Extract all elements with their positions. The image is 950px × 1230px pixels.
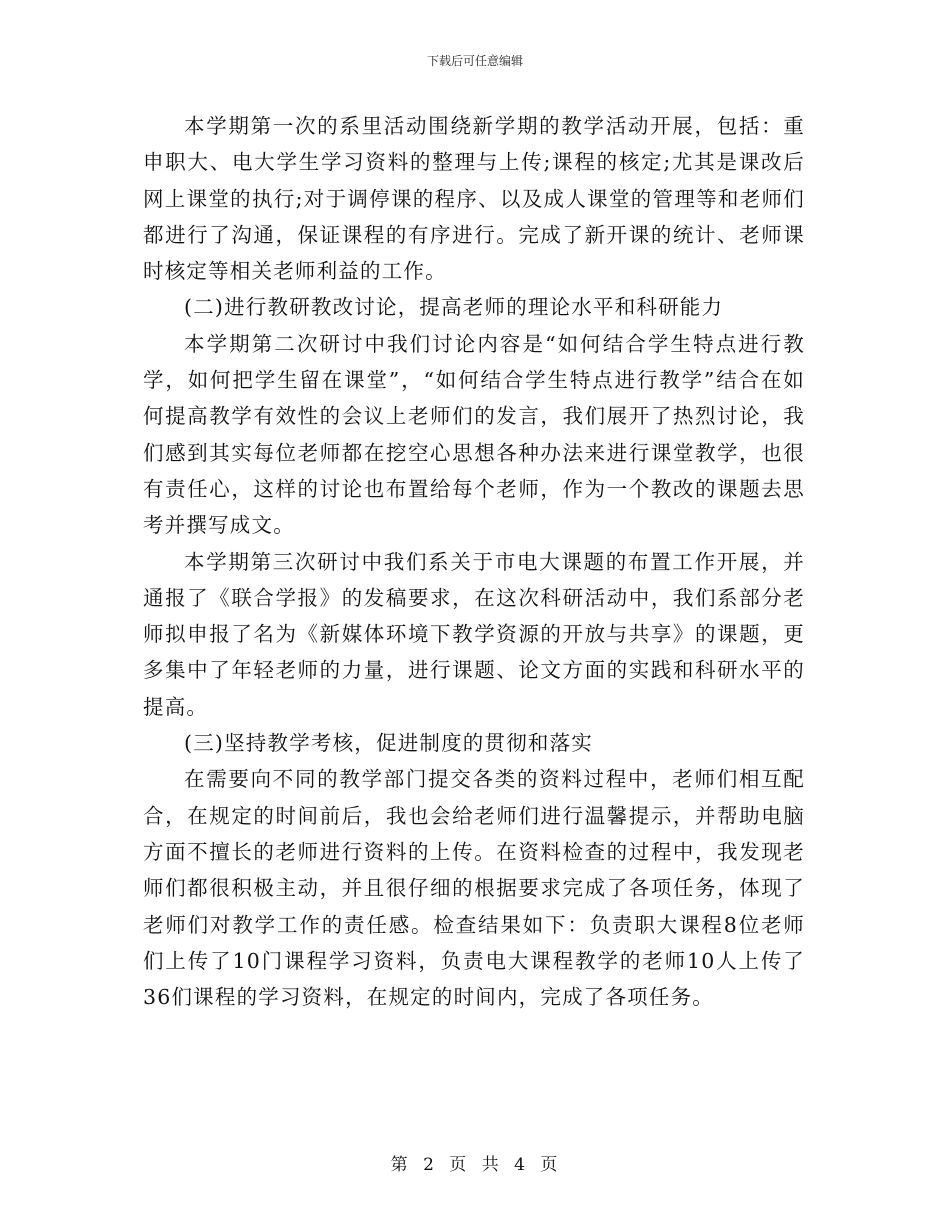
- page-header: 下载后可任意编辑: [426, 54, 523, 68]
- paragraph-materials-submission: 在需要向不同的教学部门提交各类的资料过程中，老师们相互配合，在规定的时间前后，我也会给老师们进行温馨提示，并帮助电脑方面不擅长的老师进行资料的上传。在资料检查的过程中，我发现老师们都很积极主动，并且很仔细的根据要求完成了各项任务，体现了老师们对教学工作的责任感。检查结果如下：负责职大课程8位老师们上传了10门课程学习资料，负责电大课程教学的老师10人上传了36们课程的学习资料，在规定的时间内，完成了各项任务。: [143, 767, 805, 1010]
- paragraph-semester-first-activity: 本学期第一次的系里活动围绕新学期的教学活动开展，包括：重申职大、电大学生学习资料的整理与上传;课程的核定;尤其是课改后网上课堂的执行;对于调停课的程序、以及成人课堂的管理等和老师们都进行了沟通，保证课程的有序进行。完成了新开课的统计、老师课时核定等相关老师利益的工作。: [143, 114, 805, 284]
- page-number: 第 2 页 共 4 页: [390, 1155, 560, 1175]
- paragraph-third-discussion: 本学期第三次研讨中我们系关于市电大课题的布置工作开展，并通报了《联合学报》的发稿要求，在这次科研活动中，我们系部分老师拟申报了名为《新媒体环境下教学资源的开放与共享》的课题，更多集中了年轻老师的力量，进行课题、论文方面的实践和科研水平的提高。: [143, 549, 805, 719]
- section-heading-teaching-assessment: (三)坚持教学考核，促进制度的贯彻和落实: [184, 731, 593, 756]
- paragraph-second-discussion: 本学期第二次研讨中我们讨论内容是“如何结合学生特点进行教学，如何把学生留在课堂”，“如何结合学生特点进行教学”结合在如何提高教学有效性的会议上老师们的发言，我们展开了热烈讨论，我们感到其实每位老师都在挖空心思想各种办法来进行课堂教学，也很有责任心，这样的讨论也布置给每个老师，作为一个教改的课题去思考并撰写成文。: [143, 331, 805, 538]
- section-heading-teaching-research: (二)进行教研教改讨论，提高老师的理论水平和科研能力: [184, 295, 724, 320]
- document-body: [143, 108, 805, 1015]
